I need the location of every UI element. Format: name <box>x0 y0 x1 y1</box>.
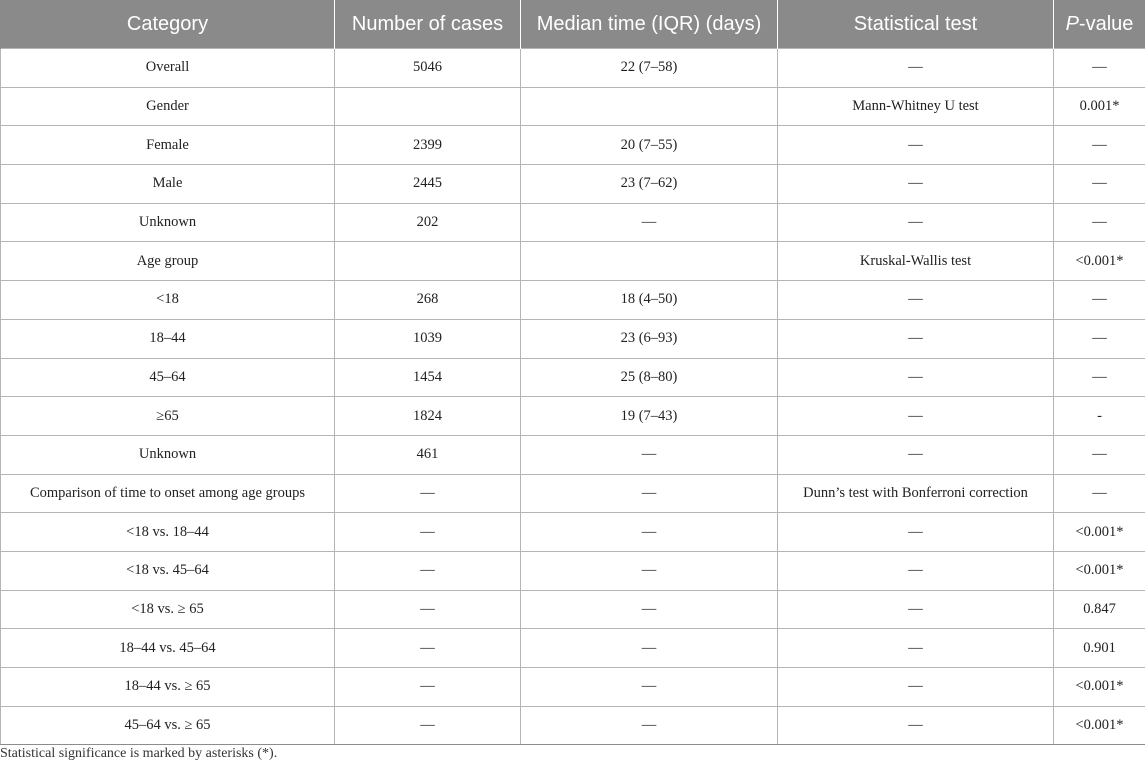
table-row <box>1 281 1145 320</box>
table-row <box>1 49 1145 88</box>
cell-median-time: 20 (7–55) <box>521 126 778 165</box>
cell-p-value: <0.001* <box>1054 551 1145 590</box>
cell-statistical-test: — <box>778 590 1054 629</box>
cell-p-value: 0.847 <box>1054 590 1145 629</box>
table-row <box>1 203 1145 242</box>
cell-number-of-cases: 1454 <box>335 358 521 397</box>
cell-median-time: — <box>521 706 778 745</box>
cell-p-value: <0.001* <box>1054 668 1145 707</box>
cell-statistical-test: — <box>778 49 1054 88</box>
cell-p-value: <0.001* <box>1054 513 1145 552</box>
header-p-suffix: -value <box>1078 12 1134 35</box>
cell-category: Unknown <box>1 435 335 474</box>
table-row <box>1 629 1145 668</box>
cell-statistical-test: — <box>778 435 1054 474</box>
header-median-time: Median time (IQR) (days) <box>521 0 778 49</box>
cell-number-of-cases: 2445 <box>335 165 521 204</box>
cell-statistical-test: — <box>778 706 1054 745</box>
cell-median-time: 19 (7–43) <box>521 397 778 436</box>
cell-category: <18 vs. 18–44 <box>1 513 335 552</box>
cell-number-of-cases: — <box>335 706 521 745</box>
cell-number-of-cases: — <box>335 668 521 707</box>
cell-category: Male <box>1 165 335 204</box>
table-row <box>1 242 1145 281</box>
cell-number-of-cases: 268 <box>335 281 521 320</box>
cell-p-value: — <box>1054 474 1145 513</box>
cell-p-value: — <box>1054 281 1145 320</box>
cell-median-time: — <box>521 590 778 629</box>
cell-number-of-cases <box>335 87 521 126</box>
cell-statistical-test: — <box>778 358 1054 397</box>
cell-median-time: — <box>521 551 778 590</box>
cell-category: ≥65 <box>1 397 335 436</box>
cell-number-of-cases: — <box>335 551 521 590</box>
cell-median-time: — <box>521 474 778 513</box>
cell-statistical-test: — <box>778 629 1054 668</box>
cell-number-of-cases: — <box>335 513 521 552</box>
cell-number-of-cases: 461 <box>335 435 521 474</box>
table-row <box>1 706 1145 745</box>
cell-statistical-test: — <box>778 551 1054 590</box>
cell-median-time: 18 (4–50) <box>521 281 778 320</box>
table-row <box>1 358 1145 397</box>
cell-number-of-cases: 1039 <box>335 319 521 358</box>
cell-median-time <box>521 242 778 281</box>
cell-median-time: — <box>521 668 778 707</box>
cell-p-value: — <box>1054 126 1145 165</box>
cell-category: 45–64 <box>1 358 335 397</box>
table-row <box>1 435 1145 474</box>
cell-statistical-test: Dunn’s test with Bonferroni correction <box>778 474 1054 513</box>
cell-p-value: — <box>1054 203 1145 242</box>
cell-category: 18–44 vs. ≥ 65 <box>1 668 335 707</box>
cell-statistical-test: — <box>778 397 1054 436</box>
cell-statistical-test: — <box>778 203 1054 242</box>
table-row <box>1 87 1145 126</box>
cell-statistical-test: — <box>778 281 1054 320</box>
cell-median-time: — <box>521 513 778 552</box>
cell-category: <18 vs. 45–64 <box>1 551 335 590</box>
cell-median-time <box>521 87 778 126</box>
cell-p-value: - <box>1054 397 1145 436</box>
cell-number-of-cases <box>335 242 521 281</box>
table-row <box>1 126 1145 165</box>
header-row <box>1 0 1145 49</box>
cell-category: Unknown <box>1 203 335 242</box>
cell-category: Age group <box>1 242 335 281</box>
cell-category: <18 <box>1 281 335 320</box>
header-p-value <box>1054 0 1145 49</box>
table-row <box>1 668 1145 707</box>
cell-statistical-test: — <box>778 319 1054 358</box>
cell-statistical-test: — <box>778 513 1054 552</box>
cell-p-value: — <box>1054 358 1145 397</box>
cell-statistical-test: Mann-Whitney U test <box>778 87 1054 126</box>
cell-statistical-test: — <box>778 668 1054 707</box>
cell-p-value: <0.001* <box>1054 706 1145 745</box>
cell-number-of-cases: — <box>335 474 521 513</box>
cell-median-time: 23 (7–62) <box>521 165 778 204</box>
cell-median-time: — <box>521 629 778 668</box>
cell-p-value: — <box>1054 319 1145 358</box>
cell-number-of-cases: 2399 <box>335 126 521 165</box>
cell-category: Overall <box>1 49 335 88</box>
cell-median-time: 23 (6–93) <box>521 319 778 358</box>
table-row <box>1 165 1145 204</box>
cell-number-of-cases: 1824 <box>335 397 521 436</box>
table-header <box>1 0 1145 49</box>
cell-category: 45–64 vs. ≥ 65 <box>1 706 335 745</box>
table-row <box>1 590 1145 629</box>
cell-p-value: — <box>1054 49 1145 88</box>
table-footnote: Statistical significance is marked by asterisks (*). <box>0 746 278 761</box>
cell-number-of-cases: 5046 <box>335 49 521 88</box>
cell-median-time: — <box>521 435 778 474</box>
cell-median-time: 22 (7–58) <box>521 49 778 88</box>
header-p-italic: P <box>1065 12 1079 35</box>
table-row <box>1 551 1145 590</box>
cell-p-value: <0.001* <box>1054 242 1145 281</box>
cell-number-of-cases: 202 <box>335 203 521 242</box>
table-body <box>1 49 1145 745</box>
cell-category: 18–44 <box>1 319 335 358</box>
header-statistical-test: Statistical test <box>778 0 1054 49</box>
table-row <box>1 474 1145 513</box>
table-row <box>1 319 1145 358</box>
cell-p-value: — <box>1054 165 1145 204</box>
cell-category: 18–44 vs. 45–64 <box>1 629 335 668</box>
header-category: Category <box>1 0 335 49</box>
header-number-of-cases: Number of cases <box>335 0 521 49</box>
cell-category: Female <box>1 126 335 165</box>
table-row <box>1 513 1145 552</box>
cell-statistical-test: Kruskal-Wallis test <box>778 242 1054 281</box>
cell-number-of-cases: — <box>335 629 521 668</box>
cell-p-value: 0.901 <box>1054 629 1145 668</box>
cell-statistical-test: — <box>778 126 1054 165</box>
cell-number-of-cases: — <box>335 590 521 629</box>
cell-category: Gender <box>1 87 335 126</box>
cell-category: <18 vs. ≥ 65 <box>1 590 335 629</box>
cell-category: Comparison of time to onset among age groups <box>1 474 335 513</box>
table-row <box>1 397 1145 436</box>
cell-p-value: — <box>1054 435 1145 474</box>
cell-median-time: — <box>521 203 778 242</box>
cell-median-time: 25 (8–80) <box>521 358 778 397</box>
cell-p-value: 0.001* <box>1054 87 1145 126</box>
cell-statistical-test: — <box>778 165 1054 204</box>
